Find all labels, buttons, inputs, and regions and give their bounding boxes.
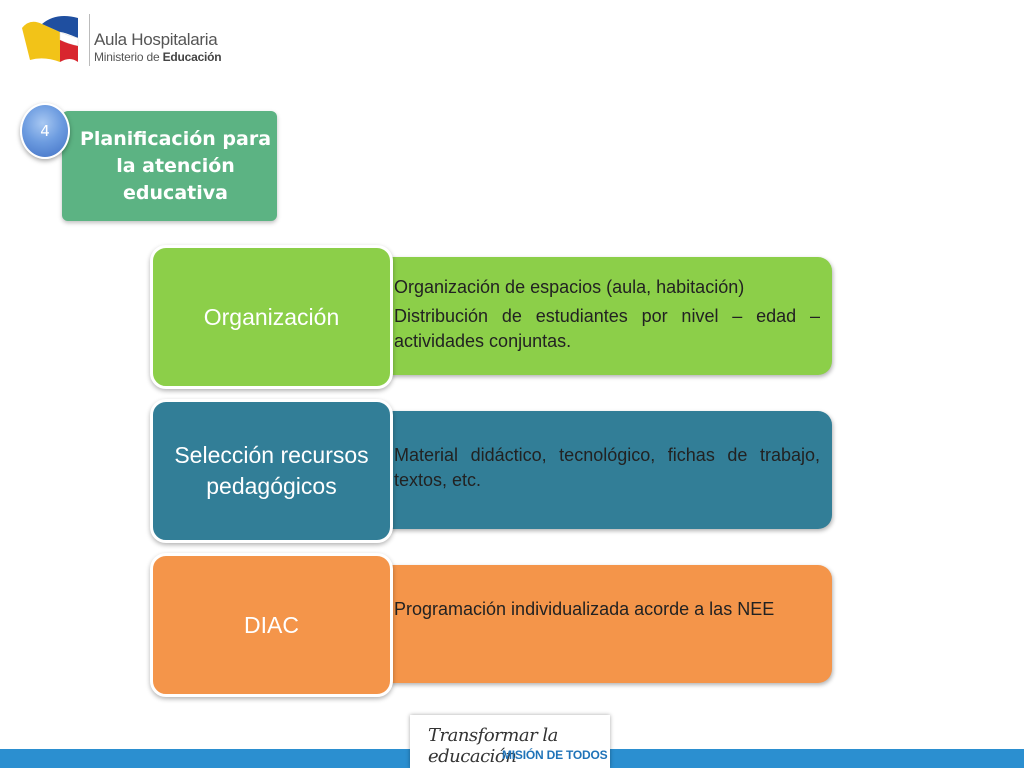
row-detail-panel: [350, 257, 832, 375]
bullet-item: • Organización de espacios (aula, habitación): [394, 275, 820, 300]
bullet-list: [394, 443, 820, 493]
footer-slogan-badge: [410, 715, 610, 768]
ministry-logo: [20, 10, 260, 70]
row-organizacion: [150, 245, 834, 389]
step-title: Planificación para la atención educativa: [79, 127, 272, 204]
row-label: DIAC: [150, 553, 393, 697]
bullet-list: [394, 597, 820, 622]
row-label: Organización: [150, 245, 393, 389]
logo-divider: [89, 14, 90, 66]
logo-subtitle: Ministerio de Educación: [94, 50, 222, 64]
row-detail-panel: [350, 411, 832, 529]
row-diac: [150, 553, 834, 697]
bullet-item: • Material didáctico, tecnológico, fichas de trabajo, textos, etc.: [394, 443, 820, 493]
footer-slogan: Transformar la educación: [428, 725, 558, 767]
bullet-list: [394, 275, 820, 354]
logo-text: [94, 30, 221, 64]
flag-logo-icon: [20, 10, 86, 68]
row-seleccion-recursos: [150, 399, 834, 543]
step-title-box: [62, 111, 277, 221]
bullet-item: • Distribución de estudiantes por nivel – edad – actividades conjuntas.: [394, 304, 820, 354]
bullet-item: • Programación individualizada acorde a las NEE: [394, 597, 820, 622]
logo-title: Aula Hospitalaria: [94, 30, 218, 49]
row-detail-panel: [350, 565, 832, 683]
footer-motto: MISIÓN DE TODOS: [502, 748, 608, 762]
step-number-badge: 4: [20, 103, 70, 159]
row-label: Selección recursos pedagógicos: [150, 399, 393, 543]
